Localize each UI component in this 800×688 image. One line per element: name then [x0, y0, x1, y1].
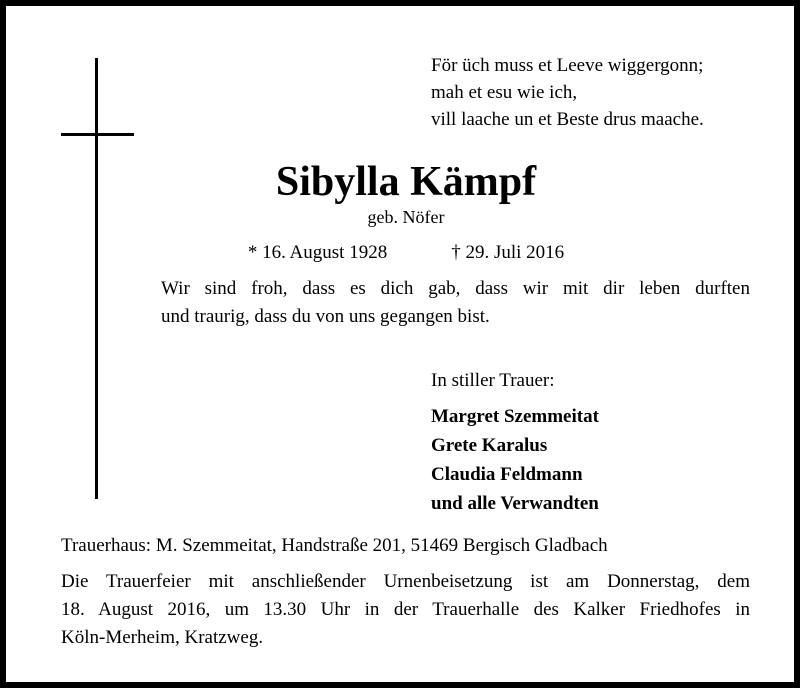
sentence-line: Wir sind froh, dass es dich gab, dass wir mit dir leben durften	[161, 278, 750, 299]
mourner-name: Margret Szemmeitat	[431, 406, 599, 427]
mourning-house-address: Trauerhaus: M. Szemmeitat, Handstraße 201, 51469 Bergisch Gladbach	[61, 535, 608, 556]
cross-icon-horizontal	[61, 133, 134, 136]
motto-line: mah et esu wie ich,	[431, 82, 578, 103]
mourning-heading: In stiller Trauer:	[431, 370, 555, 391]
sentence-line: und traurig, dass du von uns gegangen bist.	[161, 306, 490, 327]
ceremony-details	[61, 568, 750, 652]
farewell-sentence	[161, 275, 750, 331]
deceased-name: Sibylla Kämpf	[275, 159, 537, 205]
ceremony-line: 18. August 2016, um 13.30 Uhr in der Trauerhalle des Kalker Friedhofes in	[61, 599, 750, 620]
mourner-name: und alle Verwandten	[431, 493, 599, 514]
death-date: † 29. Juli 2016	[451, 242, 565, 263]
life-dates	[6, 240, 800, 266]
motto-line: vill laache un et Beste drus maache.	[431, 109, 704, 130]
mourner-name: Claudia Feldmann	[431, 464, 583, 485]
mourner-list	[431, 402, 599, 518]
motto-line: För üch muss et Leeve wiggergonn;	[431, 55, 704, 76]
birth-date: * 16. August 1928	[247, 242, 388, 263]
ceremony-line: Köln-Merheim, Kratzweg.	[61, 627, 264, 648]
motto-verse	[431, 52, 704, 133]
cross-icon-vertical	[95, 58, 98, 499]
ceremony-line: Die Trauerfeier mit anschließender Urnenbeisetzung ist am Donnerstag, dem	[61, 571, 750, 592]
maiden-name: geb. Nöfer	[367, 207, 445, 227]
mourner-name: Grete Karalus	[431, 435, 548, 456]
